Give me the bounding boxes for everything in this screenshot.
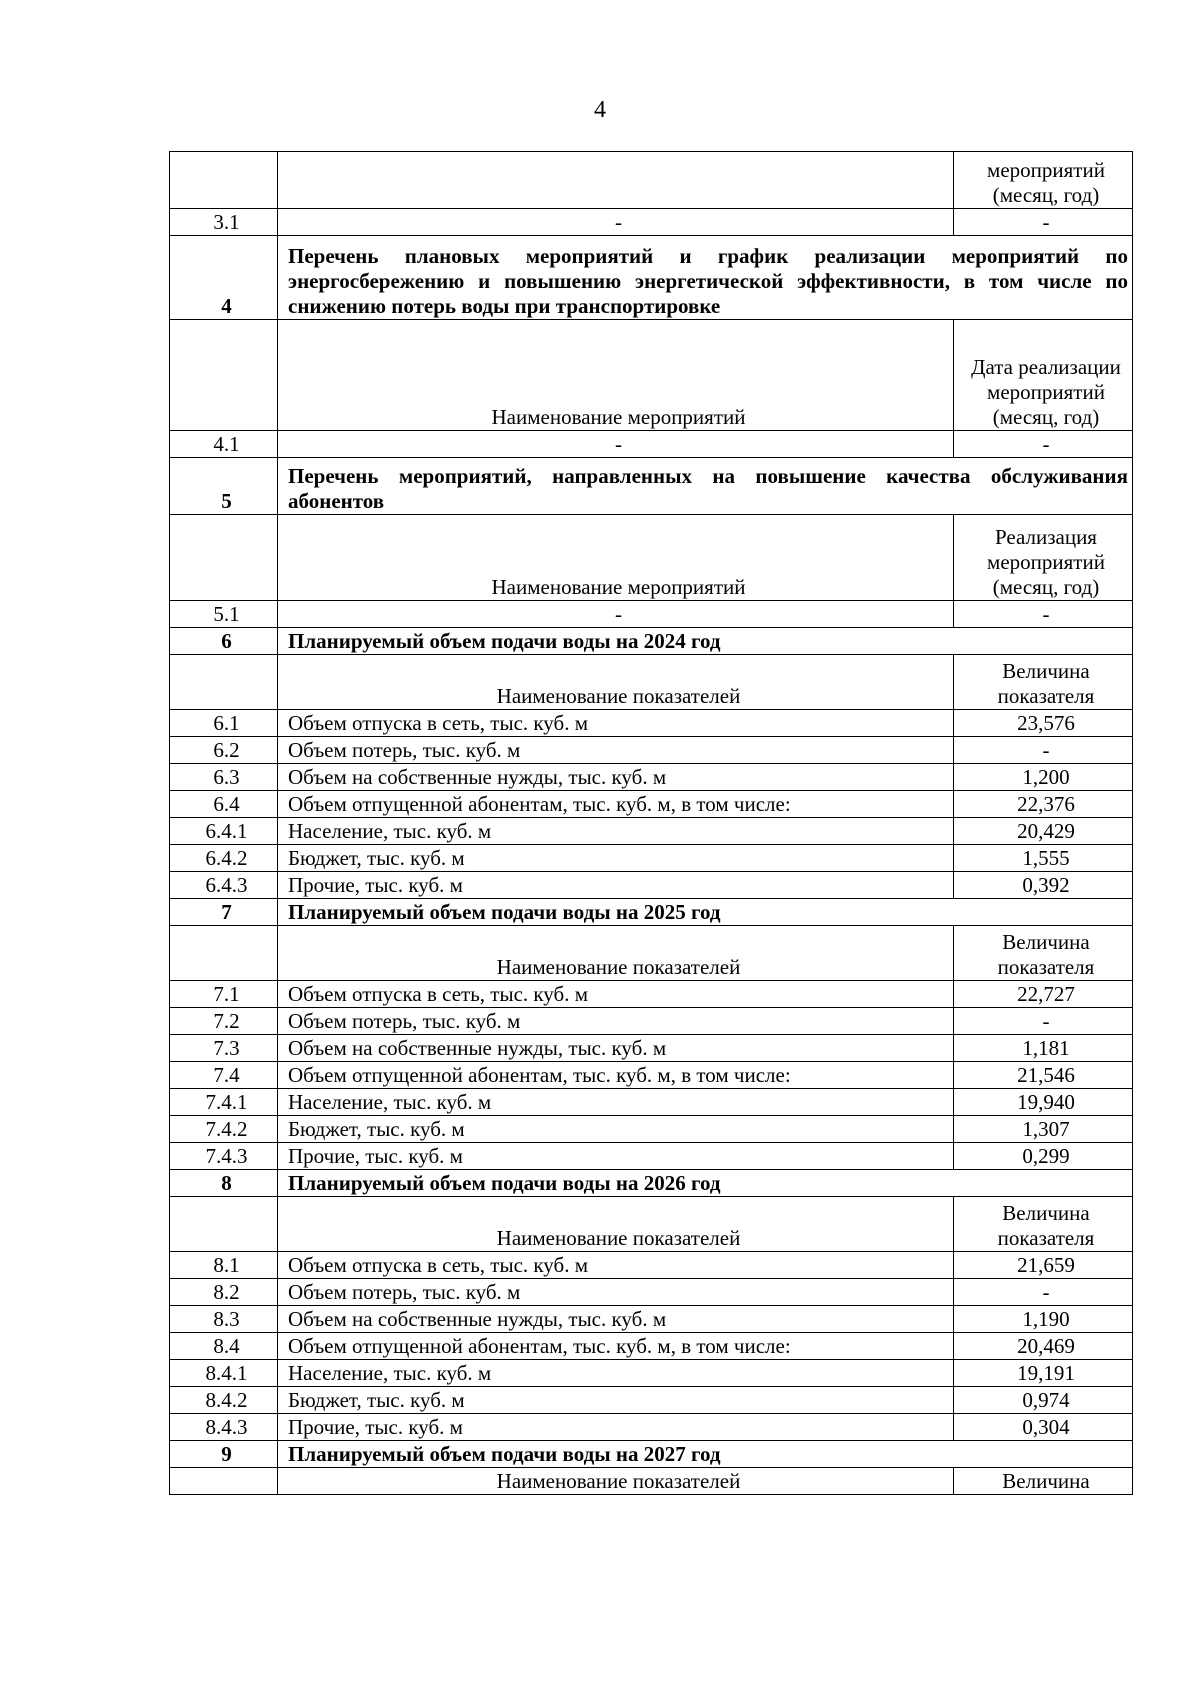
row-name: Население, тыс. куб. м xyxy=(278,818,954,845)
row-name: Объем отпуска в сеть, тыс. куб. м xyxy=(278,710,954,737)
row-name: Бюджет, тыс. куб. м xyxy=(278,845,954,872)
row-name: Население, тыс. куб. м xyxy=(278,1360,954,1387)
number-cell xyxy=(170,1468,278,1495)
row-value: 21,659 xyxy=(954,1252,1133,1279)
name-column-header: Наименование показателей xyxy=(278,655,954,710)
date-column-header: Дата реализации мероприятий (месяц, год) xyxy=(954,320,1133,431)
row-number: 8.2 xyxy=(170,1279,278,1306)
row-value: - xyxy=(954,737,1133,764)
date-column-header: мероприятий (месяц, год) xyxy=(954,152,1133,209)
table-row xyxy=(170,1387,1133,1414)
section-number: 9 xyxy=(170,1441,278,1468)
row-date: - xyxy=(954,431,1133,458)
row-name: Бюджет, тыс. куб. м xyxy=(278,1116,954,1143)
date-column-header: Реализация мероприятий (месяц, год) xyxy=(954,515,1133,601)
row-number: 7.4.1 xyxy=(170,1089,278,1116)
row-value: 20,429 xyxy=(954,818,1133,845)
row-number: 6.4.1 xyxy=(170,818,278,845)
table-row xyxy=(170,1089,1133,1116)
row-number: 7.4 xyxy=(170,1062,278,1089)
section-6-header-row xyxy=(170,655,1133,710)
value-column-header: Величина показателя xyxy=(954,926,1133,981)
row-value: 0,304 xyxy=(954,1414,1133,1441)
row-value: 1,555 xyxy=(954,845,1133,872)
row-name: Бюджет, тыс. куб. м xyxy=(278,1387,954,1414)
row-number: 4.1 xyxy=(170,431,278,458)
number-cell xyxy=(170,152,278,209)
row-number: 6.4 xyxy=(170,791,278,818)
row-number: 6.4.3 xyxy=(170,872,278,899)
number-cell xyxy=(170,926,278,981)
row-value: 23,576 xyxy=(954,710,1133,737)
row-value: - xyxy=(954,1279,1133,1306)
section-5-title-row xyxy=(170,458,1133,515)
table-row xyxy=(170,1143,1133,1170)
row-name: Объем на собственные нужды, тыс. куб. м xyxy=(278,1306,954,1333)
row-name: Объем отпущенной абонентам, тыс. куб. м, в том числе: xyxy=(278,791,954,818)
row-date: - xyxy=(954,601,1133,628)
row-number: 8.1 xyxy=(170,1252,278,1279)
row-number: 7.4.3 xyxy=(170,1143,278,1170)
name-column-header: Наименование показателей xyxy=(278,926,954,981)
value-column-header: Величина показателя xyxy=(954,655,1133,710)
row-name: Объем потерь, тыс. куб. м xyxy=(278,1008,954,1035)
table-row xyxy=(170,601,1133,628)
number-cell xyxy=(170,515,278,601)
row-name: - xyxy=(278,209,954,236)
table-row xyxy=(170,1116,1133,1143)
section-9-title-row xyxy=(170,1441,1133,1468)
section-title: Планируемый объем подачи воды на 2024 год xyxy=(278,628,1133,655)
row-value: 0,974 xyxy=(954,1387,1133,1414)
table-row xyxy=(170,1252,1133,1279)
row-number: 6.2 xyxy=(170,737,278,764)
row-name: Объем на собственные нужды, тыс. куб. м xyxy=(278,1035,954,1062)
row-number: 8.4 xyxy=(170,1333,278,1360)
row-name: Объем потерь, тыс. куб. м xyxy=(278,737,954,764)
row-number: 7.1 xyxy=(170,981,278,1008)
section-7-header-row xyxy=(170,926,1133,981)
row-value: 0,299 xyxy=(954,1143,1133,1170)
continued-header-row xyxy=(170,152,1133,209)
name-cell xyxy=(278,152,954,209)
row-name: Прочие, тыс. куб. м xyxy=(278,1414,954,1441)
section-title: Перечень плановых мероприятий и график реализации мероприятий по энергосбережению и повышению энергетической эффективности, в том числе по снижению потерь воды при транспортировке xyxy=(278,236,1133,320)
value-column-header: Величина показателя xyxy=(954,1197,1133,1252)
page-number: 4 xyxy=(594,97,606,123)
table-row xyxy=(170,710,1133,737)
row-number: 8.3 xyxy=(170,1306,278,1333)
table-row xyxy=(170,1333,1133,1360)
name-column-header: Наименование показателей xyxy=(278,1468,954,1495)
row-number: 3.1 xyxy=(170,209,278,236)
row-name: Объем потерь, тыс. куб. м xyxy=(278,1279,954,1306)
section-number: 6 xyxy=(170,628,278,655)
row-name: Прочие, тыс. куб. м xyxy=(278,872,954,899)
row-number: 5.1 xyxy=(170,601,278,628)
row-number: 7.4.2 xyxy=(170,1116,278,1143)
number-cell xyxy=(170,320,278,431)
row-value: 1,307 xyxy=(954,1116,1133,1143)
section-title: Перечень мероприятий, направленных на повышение качества обслуживания абонентов xyxy=(278,458,1133,515)
value-column-header: Величина xyxy=(954,1468,1133,1495)
number-cell xyxy=(170,655,278,710)
section-5-header-row xyxy=(170,515,1133,601)
row-value: 19,191 xyxy=(954,1360,1133,1387)
table-row xyxy=(170,1062,1133,1089)
section-6-title-row xyxy=(170,628,1133,655)
section-title: Планируемый объем подачи воды на 2027 год xyxy=(278,1441,1133,1468)
table-row xyxy=(170,1306,1133,1333)
row-value: 0,392 xyxy=(954,872,1133,899)
name-column-header: Наименование мероприятий xyxy=(278,515,954,601)
section-7-title-row xyxy=(170,899,1133,926)
row-name: Прочие, тыс. куб. м xyxy=(278,1143,954,1170)
section-8-title-row xyxy=(170,1170,1133,1197)
table-row xyxy=(170,764,1133,791)
row-name: Объем отпущенной абонентам, тыс. куб. м, в том числе: xyxy=(278,1333,954,1360)
row-value: 22,376 xyxy=(954,791,1133,818)
section-number: 5 xyxy=(170,458,278,515)
table-row xyxy=(170,872,1133,899)
name-column-header: Наименование мероприятий xyxy=(278,320,954,431)
row-value: 21,546 xyxy=(954,1062,1133,1089)
name-column-header: Наименование показателей xyxy=(278,1197,954,1252)
row-name: Объем отпуска в сеть, тыс. куб. м xyxy=(278,1252,954,1279)
section-4-header-row xyxy=(170,320,1133,431)
plan-table xyxy=(169,151,1133,1495)
row-value: 22,727 xyxy=(954,981,1133,1008)
table-row xyxy=(170,1035,1133,1062)
table-row xyxy=(170,818,1133,845)
row-name: Объем отпущенной абонентам, тыс. куб. м, в том числе: xyxy=(278,1062,954,1089)
row-number: 7.2 xyxy=(170,1008,278,1035)
table-row xyxy=(170,981,1133,1008)
table-row xyxy=(170,431,1133,458)
section-8-header-row xyxy=(170,1197,1133,1252)
row-number: 6.4.2 xyxy=(170,845,278,872)
row-name: Население, тыс. куб. м xyxy=(278,1089,954,1116)
table-row xyxy=(170,1360,1133,1387)
section-4-title-row xyxy=(170,236,1133,320)
row-number: 8.4.2 xyxy=(170,1387,278,1414)
row-number: 6.1 xyxy=(170,710,278,737)
row-date: - xyxy=(954,209,1133,236)
table-row xyxy=(170,845,1133,872)
row-name: Объем на собственные нужды, тыс. куб. м xyxy=(278,764,954,791)
row-name: - xyxy=(278,431,954,458)
table-row xyxy=(170,1414,1133,1441)
section-9-header-row xyxy=(170,1468,1133,1495)
row-number: 8.4.3 xyxy=(170,1414,278,1441)
section-number: 8 xyxy=(170,1170,278,1197)
table-row xyxy=(170,209,1133,236)
table-row xyxy=(170,791,1133,818)
row-value: - xyxy=(954,1008,1133,1035)
row-number: 6.3 xyxy=(170,764,278,791)
table-row xyxy=(170,1279,1133,1306)
row-number: 8.4.1 xyxy=(170,1360,278,1387)
row-value: 20,469 xyxy=(954,1333,1133,1360)
table-row xyxy=(170,1008,1133,1035)
section-number: 7 xyxy=(170,899,278,926)
section-number: 4 xyxy=(170,236,278,320)
row-value: 1,190 xyxy=(954,1306,1133,1333)
row-value: 1,200 xyxy=(954,764,1133,791)
row-value: 19,940 xyxy=(954,1089,1133,1116)
row-number: 7.3 xyxy=(170,1035,278,1062)
row-name: Объем отпуска в сеть, тыс. куб. м xyxy=(278,981,954,1008)
number-cell xyxy=(170,1197,278,1252)
row-name: - xyxy=(278,601,954,628)
section-title: Планируемый объем подачи воды на 2026 год xyxy=(278,1170,1133,1197)
row-value: 1,181 xyxy=(954,1035,1133,1062)
table-row xyxy=(170,737,1133,764)
section-title: Планируемый объем подачи воды на 2025 год xyxy=(278,899,1133,926)
